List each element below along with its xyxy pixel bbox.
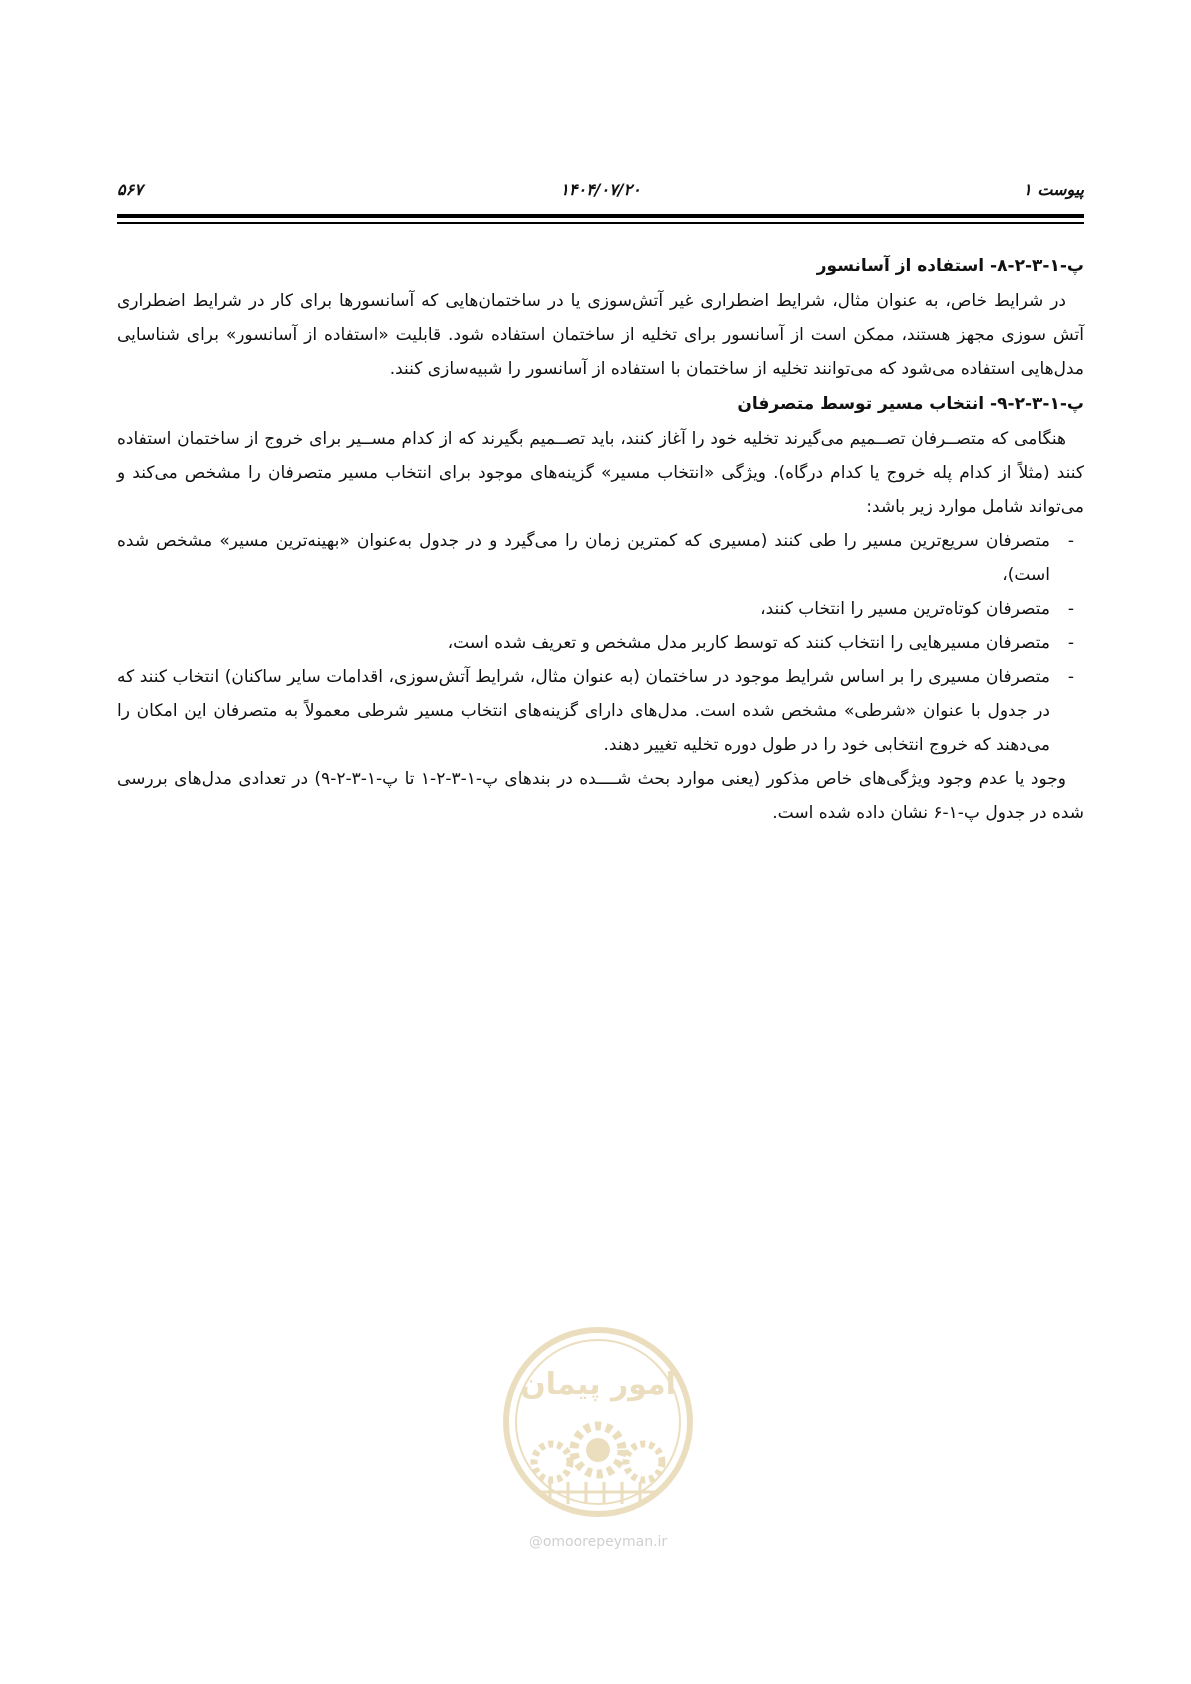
list-item-text: متصرفان کوتاه‌ترین مسیر را انتخاب کنند،: [760, 599, 1050, 619]
header-page-number: ۵۶۷: [117, 180, 143, 199]
paragraph-route-choice-intro: هنگامی که متصــرفان تصــمیم می‌گیرند تخلیه خود را آغاز کنند، باید تصــمیم بگیرند که از کدام مســیر برای خروج از ساختمان استفاده کنند (مثلاً از کدام پله خروج یا کدام درگاه). ویژگی «انتخاب مسیر» گزینه‌های موجود برای انتخاب مسیر متصرفان را مشخص می‌کند و می‌تواند شامل موارد زیر باشد:: [117, 429, 1084, 517]
route-options-list: [117, 524, 1084, 762]
watermark-url: @omoorepeyman.ir: [528, 1534, 668, 1550]
page-header: [117, 180, 1084, 204]
header-rule-thick: [117, 214, 1084, 218]
watermark-logo: [498, 1322, 698, 1562]
header-rule-thin: [117, 222, 1084, 224]
paragraph-closing: وجود یا عدم وجود ویژگی‌های خاص مذکور (یعنی موارد بحث شــــده در بندهای پ-۱-۳-۲-۱ تا پ-۱-۳-۲-۹) در تعدادی مدل‌های بررسی شده در جدول پ-۱-۶ نشان داده شده است.: [117, 769, 1084, 823]
list-item: - متصرفان سریع‌ترین مسیر را طی کنند (مسیری که کمترین زمان را می‌گیرد و در جدول به‌عنوان «بهینه‌ترین مسیر» مشخص شده است)،: [117, 531, 1074, 585]
section-heading-elevator: پ-۱-۳-۲-۸- استفاده از آسانسور: [816, 256, 1084, 276]
watermark-logo-text: امور پیمان: [520, 1367, 676, 1402]
list-item: - متصرفان کوتاه‌ترین مسیر را انتخاب کنند،: [760, 599, 1074, 619]
list-item: - متصرفان مسیرهایی را انتخاب کنند که توسط کاربر مدل مشخص و تعریف شده است،: [447, 633, 1074, 653]
header-date: ۱۴۰۴/۰۷/۲۰: [560, 180, 641, 199]
list-item-text: متصرفان مسیرهایی را انتخاب کنند که توسط کاربر مدل مشخص و تعریف شده است،: [447, 633, 1050, 653]
header-section-label: پیوست ۱: [1023, 180, 1084, 199]
section-heading-route-choice: پ-۱-۳-۲-۹- انتخاب مسیر توسط متصرفان: [737, 394, 1084, 414]
document-body: [117, 248, 1084, 830]
list-item-text: متصرفان مسیری را بر اساس شرایط موجود در ساختمان (به عنوان مثال، شرایط آتش‌سوزی، اقدامات سایر ساکنان) انتخاب کنند که در جدول با عنوان «شرطی» مشخص شده است. مدل‌های دارای گزینه‌های انتخاب مسیر شرطی معمولاً به متصرفان این امکان را می‌دهند که خروج انتخابی خود را در طول دوره تخلیه تغییر دهند.: [117, 667, 1050, 755]
paragraph-elevator: در شرایط خاص، به عنوان مثال، شرایط اضطراری غیر آتش‌سوزی یا در ساختمان‌هایی که آسانسورها برای کار در شرایط اضطراری آتش سوزی مجهز هستند، ممکن است از آسانسور برای تخلیه از ساختمان استفاده شود. قابلیت «استفاده از آسانسور» برای شناسایی مدل‌هایی استفاده می‌شود که می‌توانند تخلیه از ساختمان با استفاده از آسانسور را شبیه‌سازی کنند.: [117, 291, 1084, 379]
watermark-seal-icon: [498, 1322, 698, 1527]
list-item: - متصرفان مسیری را بر اساس شرایط موجود در ساختمان (به عنوان مثال، شرایط آتش‌سوزی، اقدامات سایر ساکنان) انتخاب کنند که در جدول با عنوان «شرطی» مشخص شده است. مدل‌های دارای گزینه‌های انتخاب مسیر شرطی معمولاً به متصرفان این امکان را می‌دهند که خروج انتخابی خود را در طول دوره تخلیه تغییر دهند.: [117, 667, 1074, 755]
list-item-text: متصرفان سریع‌ترین مسیر را طی کنند (مسیری که کمترین زمان را می‌گیرد و در جدول به‌عنوان «بهینه‌ترین مسیر» مشخص شده است)،: [117, 531, 1050, 585]
